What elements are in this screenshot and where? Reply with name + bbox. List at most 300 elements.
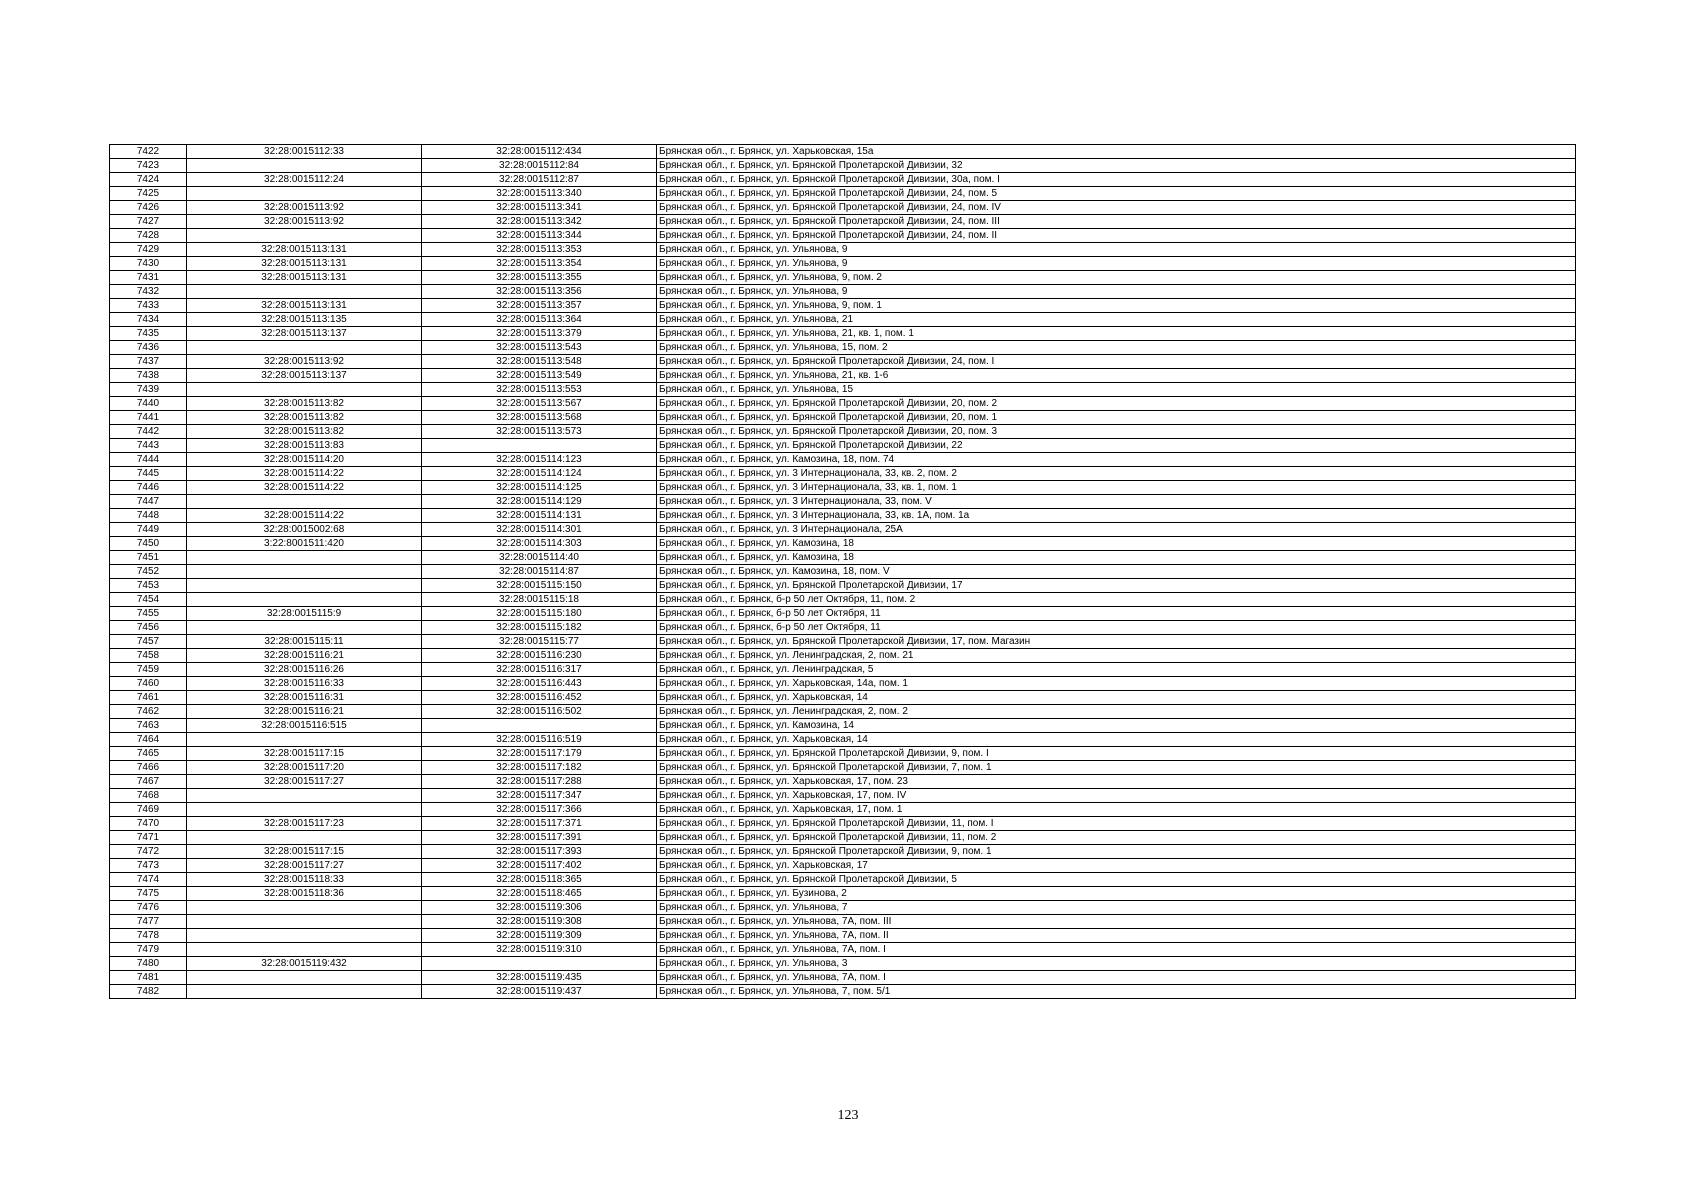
table-row [110, 537, 1576, 551]
table-row [110, 397, 1576, 411]
parent-cadastral-number-cell [187, 551, 422, 565]
cadastral-number-cell: 32:28:0015119:310 [422, 943, 657, 957]
table-row [110, 341, 1576, 355]
address-cell: Брянская обл., г. Брянск, ул. Харьковская, 17 [657, 859, 1576, 873]
parent-cadastral-number-cell: 32:28:0015113:137 [187, 327, 422, 341]
table-row [110, 733, 1576, 747]
table-row [110, 453, 1576, 467]
row-number-cell: 7457 [110, 635, 187, 649]
address-cell: Брянская обл., г. Брянск, ул. Харьковская, 14а, пом. 1 [657, 677, 1576, 691]
row-number-cell: 7480 [110, 957, 187, 971]
address-cell: Брянская обл., г. Брянск, ул. Брянской Пролетарской Дивизии, 9, пом. 1 [657, 845, 1576, 859]
row-number-cell: 7452 [110, 565, 187, 579]
address-cell: Брянская обл., г. Брянск, ул. 3 Интернационала, 33, кв. 1А, пом. 1а [657, 509, 1576, 523]
row-number-cell: 7439 [110, 383, 187, 397]
parent-cadastral-number-cell [187, 929, 422, 943]
cadastral-number-cell: 32:28:0015116:452 [422, 691, 657, 705]
table-row [110, 705, 1576, 719]
cadastral-number-cell: 32:28:0015117:371 [422, 817, 657, 831]
cadastral-number-cell: 32:28:0015113:355 [422, 271, 657, 285]
cadastral-number-cell: 32:28:0015119:306 [422, 901, 657, 915]
row-number-cell: 7443 [110, 439, 187, 453]
parent-cadastral-number-cell: 32:28:0015113:135 [187, 313, 422, 327]
parent-cadastral-number-cell: 32:28:0015112:24 [187, 173, 422, 187]
row-number-cell: 7478 [110, 929, 187, 943]
table-row [110, 579, 1576, 593]
parent-cadastral-number-cell [187, 187, 422, 201]
address-cell: Брянская обл., г. Брянск, ул. Ульянова, 3 [657, 957, 1576, 971]
table-row [110, 523, 1576, 537]
cadastral-number-cell: 32:28:0015119:435 [422, 971, 657, 985]
row-number-cell: 7449 [110, 523, 187, 537]
address-cell: Брянская обл., г. Брянск, ул. Брянской Пролетарской Дивизии, 30а, пом. I [657, 173, 1576, 187]
cadastral-number-cell: 32:28:0015113:364 [422, 313, 657, 327]
row-number-cell: 7431 [110, 271, 187, 285]
row-number-cell: 7422 [110, 145, 187, 159]
cadastral-number-cell: 32:28:0015116:443 [422, 677, 657, 691]
cadastral-number-cell: 32:28:0015112:434 [422, 145, 657, 159]
parent-cadastral-number-cell [187, 229, 422, 243]
row-number-cell: 7459 [110, 663, 187, 677]
table-row [110, 621, 1576, 635]
address-cell: Брянская обл., г. Брянск, ул. Харьковская, 17, пом. 23 [657, 775, 1576, 789]
cadastral-number-cell: 32:28:0015113:548 [422, 355, 657, 369]
address-cell: Брянская обл., г. Брянск, ул. Ульянова, 7А, пом. III [657, 915, 1576, 929]
parent-cadastral-number-cell [187, 579, 422, 593]
parent-cadastral-number-cell: 32:28:0015117:27 [187, 859, 422, 873]
address-cell: Брянская обл., г. Брянск, ул. Камозина, 14 [657, 719, 1576, 733]
parent-cadastral-number-cell [187, 985, 422, 999]
cadastral-number-cell: 32:28:0015114:125 [422, 481, 657, 495]
table-row [110, 565, 1576, 579]
table-row [110, 145, 1576, 159]
row-number-cell: 7481 [110, 971, 187, 985]
cadastral-number-cell: 32:28:0015113:553 [422, 383, 657, 397]
parent-cadastral-number-cell: 32:28:0015113:82 [187, 411, 422, 425]
table-row [110, 313, 1576, 327]
row-number-cell: 7469 [110, 803, 187, 817]
cadastral-number-cell: 32:28:0015113:356 [422, 285, 657, 299]
address-cell: Брянская обл., г. Брянск, ул. Брянской Пролетарской Дивизии, 24, пом. IV [657, 201, 1576, 215]
table-row [110, 873, 1576, 887]
parent-cadastral-number-cell: 32:28:0015113:92 [187, 355, 422, 369]
parent-cadastral-number-cell [187, 831, 422, 845]
page-number: 123 [837, 1108, 859, 1123]
cadastral-number-cell: 32:28:0015112:84 [422, 159, 657, 173]
parent-cadastral-number-cell: 3:22:8001511:420 [187, 537, 422, 551]
cadastral-number-cell: 32:28:0015119:437 [422, 985, 657, 999]
parent-cadastral-number-cell: 32:28:0015113:82 [187, 425, 422, 439]
parent-cadastral-number-cell [187, 971, 422, 985]
address-cell: Брянская обл., г. Брянск, ул. Ульянова, 7 [657, 901, 1576, 915]
parent-cadastral-number-cell: 32:28:0015116:515 [187, 719, 422, 733]
address-cell: Брянская обл., г. Брянск, ул. Ульянова, 9, пом. 2 [657, 271, 1576, 285]
cadastral-number-cell: 32:28:0015113:357 [422, 299, 657, 313]
parent-cadastral-number-cell: 32:28:0015114:22 [187, 509, 422, 523]
address-cell: Брянская обл., г. Брянск, ул. Ульянова, 21, кв. 1, пом. 1 [657, 327, 1576, 341]
row-number-cell: 7429 [110, 243, 187, 257]
cadastral-number-cell: 32:28:0015117:393 [422, 845, 657, 859]
parent-cadastral-number-cell [187, 803, 422, 817]
row-number-cell: 7430 [110, 257, 187, 271]
cadastral-number-cell: 32:28:0015112:87 [422, 173, 657, 187]
cadastral-number-cell: 32:28:0015113:549 [422, 369, 657, 383]
cadastral-number-cell: 32:28:0015115:150 [422, 579, 657, 593]
table-row [110, 481, 1576, 495]
row-number-cell: 7448 [110, 509, 187, 523]
address-cell: Брянская обл., г. Брянск, ул. 3 Интернационала, 33, пом. V [657, 495, 1576, 509]
address-cell: Брянская обл., г. Брянск, ул. Харьковская, 17, пом. 1 [657, 803, 1576, 817]
row-number-cell: 7465 [110, 747, 187, 761]
cadastral-number-cell: 32:28:0015117:391 [422, 831, 657, 845]
cadastral-number-cell: 32:28:0015114:303 [422, 537, 657, 551]
table-row [110, 649, 1576, 663]
row-number-cell: 7472 [110, 845, 187, 859]
row-number-cell: 7432 [110, 285, 187, 299]
address-cell: Брянская обл., г. Брянск, ул. Камозина, 18, пом. V [657, 565, 1576, 579]
address-cell: Брянская обл., г. Брянск, ул. Ульянова, 7А, пом. I [657, 943, 1576, 957]
address-cell: Брянская обл., г. Брянск, ул. 3 Интернационала, 25А [657, 523, 1576, 537]
row-number-cell: 7424 [110, 173, 187, 187]
table-row [110, 355, 1576, 369]
cadastral-number-cell: 32:28:0015117:288 [422, 775, 657, 789]
address-cell: Брянская обл., г. Брянск, б-р 50 лет Октября, 11 [657, 621, 1576, 635]
table-row [110, 887, 1576, 901]
parent-cadastral-number-cell: 32:28:0015114:22 [187, 467, 422, 481]
cadastral-number-cell: 32:28:0015117:402 [422, 859, 657, 873]
cadastral-number-cell: 32:28:0015113:353 [422, 243, 657, 257]
parent-cadastral-number-cell [187, 621, 422, 635]
parent-cadastral-number-cell: 32:28:0015116:21 [187, 705, 422, 719]
cadastral-number-cell [422, 719, 657, 733]
address-cell: Брянская обл., г. Брянск, ул. Брянской Пролетарской Дивизии, 17, пом. Магазин [657, 635, 1576, 649]
row-number-cell: 7447 [110, 495, 187, 509]
parent-cadastral-number-cell: 32:28:0015117:15 [187, 747, 422, 761]
address-cell: Брянская обл., г. Брянск, ул. Брянской Пролетарской Дивизии, 11, пом. I [657, 817, 1576, 831]
parent-cadastral-number-cell [187, 285, 422, 299]
table-row [110, 691, 1576, 705]
row-number-cell: 7461 [110, 691, 187, 705]
parent-cadastral-number-cell: 32:28:0015115:9 [187, 607, 422, 621]
row-number-cell: 7446 [110, 481, 187, 495]
table-row [110, 509, 1576, 523]
address-cell: Брянская обл., г. Брянск, ул. Брянской Пролетарской Дивизии, 24, пом. 5 [657, 187, 1576, 201]
row-number-cell: 7442 [110, 425, 187, 439]
address-cell: Брянская обл., г. Брянск, ул. Брянской Пролетарской Дивизии, 24, пом. II [657, 229, 1576, 243]
cadastral-number-cell: 32:28:0015116:519 [422, 733, 657, 747]
row-number-cell: 7428 [110, 229, 187, 243]
row-number-cell: 7433 [110, 299, 187, 313]
cadastral-number-cell: 32:28:0015115:182 [422, 621, 657, 635]
row-number-cell: 7458 [110, 649, 187, 663]
parent-cadastral-number-cell [187, 915, 422, 929]
cadastral-number-cell: 32:28:0015113:344 [422, 229, 657, 243]
address-cell: Брянская обл., г. Брянск, ул. Ульянова, 15, пом. 2 [657, 341, 1576, 355]
table-row [110, 215, 1576, 229]
parent-cadastral-number-cell: 32:28:0015116:31 [187, 691, 422, 705]
table-row [110, 901, 1576, 915]
parent-cadastral-number-cell: 32:28:0015118:36 [187, 887, 422, 901]
row-number-cell: 7476 [110, 901, 187, 915]
row-number-cell: 7445 [110, 467, 187, 481]
row-number-cell: 7466 [110, 761, 187, 775]
row-number-cell: 7477 [110, 915, 187, 929]
table-row [110, 929, 1576, 943]
table-row [110, 173, 1576, 187]
cadastral-number-cell: 32:28:0015119:308 [422, 915, 657, 929]
address-cell: Брянская обл., г. Брянск, ул. Ульянова, 15 [657, 383, 1576, 397]
cadastral-number-cell: 32:28:0015113:379 [422, 327, 657, 341]
row-number-cell: 7444 [110, 453, 187, 467]
address-cell: Брянская обл., г. Брянск, ул. Брянской Пролетарской Дивизии, 32 [657, 159, 1576, 173]
cadastral-number-cell: 32:28:0015117:347 [422, 789, 657, 803]
cadastral-number-cell: 32:28:0015117:366 [422, 803, 657, 817]
address-cell: Брянская обл., г. Брянск, ул. Брянской Пролетарской Дивизии, 24, пом. III [657, 215, 1576, 229]
table-row [110, 299, 1576, 313]
parent-cadastral-number-cell [187, 383, 422, 397]
parent-cadastral-number-cell: 32:28:0015002:68 [187, 523, 422, 537]
parent-cadastral-number-cell: 32:28:0015117:15 [187, 845, 422, 859]
table-row [110, 663, 1576, 677]
cadastral-number-cell: 32:28:0015113:340 [422, 187, 657, 201]
cadastral-number-cell: 32:28:0015116:230 [422, 649, 657, 663]
parent-cadastral-number-cell [187, 341, 422, 355]
registry-table-body [110, 145, 1576, 999]
cadastral-number-cell: 32:28:0015118:365 [422, 873, 657, 887]
row-number-cell: 7423 [110, 159, 187, 173]
parent-cadastral-number-cell: 32:28:0015113:83 [187, 439, 422, 453]
address-cell: Брянская обл., г. Брянск, ул. Ульянова, 7А, пом. II [657, 929, 1576, 943]
address-cell: Брянская обл., г. Брянск, ул. Брянской Пролетарской Дивизии, 20, пом. 3 [657, 425, 1576, 439]
address-cell: Брянская обл., г. Брянск, ул. Ульянова, 9 [657, 243, 1576, 257]
cadastral-number-cell: 32:28:0015113:568 [422, 411, 657, 425]
row-number-cell: 7482 [110, 985, 187, 999]
parent-cadastral-number-cell: 32:28:0015113:92 [187, 215, 422, 229]
table-row [110, 327, 1576, 341]
row-number-cell: 7471 [110, 831, 187, 845]
address-cell: Брянская обл., г. Брянск, ул. Брянской Пролетарской Дивизии, 17 [657, 579, 1576, 593]
parent-cadastral-number-cell: 32:28:0015117:23 [187, 817, 422, 831]
parent-cadastral-number-cell [187, 901, 422, 915]
cadastral-number-cell: 32:28:0015113:341 [422, 201, 657, 215]
address-cell: Брянская обл., г. Брянск, ул. Ульянова, 7А, пом. I [657, 971, 1576, 985]
table-row [110, 243, 1576, 257]
row-number-cell: 7479 [110, 943, 187, 957]
cadastral-number-cell: 32:28:0015115:77 [422, 635, 657, 649]
table-row [110, 159, 1576, 173]
address-cell: Брянская обл., г. Брянск, б-р 50 лет Октября, 11 [657, 607, 1576, 621]
table-row [110, 761, 1576, 775]
table-row [110, 747, 1576, 761]
address-cell: Брянская обл., г. Брянск, ул. Брянской Пролетарской Дивизии, 20, пом. 2 [657, 397, 1576, 411]
table-row [110, 635, 1576, 649]
row-number-cell: 7460 [110, 677, 187, 691]
cadastral-number-cell: 32:28:0015116:317 [422, 663, 657, 677]
row-number-cell: 7463 [110, 719, 187, 733]
address-cell: Брянская обл., г. Брянск, б-р 50 лет Октября, 11, пом. 2 [657, 593, 1576, 607]
parent-cadastral-number-cell [187, 565, 422, 579]
parent-cadastral-number-cell: 32:28:0015113:131 [187, 299, 422, 313]
table-row [110, 271, 1576, 285]
parent-cadastral-number-cell [187, 943, 422, 957]
cadastral-number-cell: 32:28:0015115:180 [422, 607, 657, 621]
address-cell: Брянская обл., г. Брянск, ул. Камозина, 18 [657, 537, 1576, 551]
cadastral-number-cell: 32:28:0015117:182 [422, 761, 657, 775]
table-row [110, 831, 1576, 845]
parent-cadastral-number-cell [187, 593, 422, 607]
row-number-cell: 7451 [110, 551, 187, 565]
parent-cadastral-number-cell: 32:28:0015116:21 [187, 649, 422, 663]
cadastral-number-cell: 32:28:0015114:131 [422, 509, 657, 523]
table-row [110, 985, 1576, 999]
row-number-cell: 7454 [110, 593, 187, 607]
address-cell: Брянская обл., г. Брянск, ул. Брянской Пролетарской Дивизии, 20, пом. 1 [657, 411, 1576, 425]
row-number-cell: 7434 [110, 313, 187, 327]
address-cell: Брянская обл., г. Брянск, ул. 3 Интернационала, 33, кв. 1, пом. 1 [657, 481, 1576, 495]
table-row [110, 439, 1576, 453]
cadastral-number-cell: 32:28:0015113:573 [422, 425, 657, 439]
row-number-cell: 7437 [110, 355, 187, 369]
parent-cadastral-number-cell: 32:28:0015114:22 [187, 481, 422, 495]
table-row [110, 957, 1576, 971]
address-cell: Брянская обл., г. Брянск, ул. Харьковская, 15а [657, 145, 1576, 159]
cadastral-number-cell: 32:28:0015115:18 [422, 593, 657, 607]
row-number-cell: 7462 [110, 705, 187, 719]
cadastral-number-cell: 32:28:0015114:124 [422, 467, 657, 481]
cadastral-number-cell [422, 439, 657, 453]
cadastral-number-cell: 32:28:0015113:354 [422, 257, 657, 271]
address-cell: Брянская обл., г. Брянск, ул. Ульянова, 9 [657, 257, 1576, 271]
row-number-cell: 7426 [110, 201, 187, 215]
row-number-cell: 7450 [110, 537, 187, 551]
address-cell: Брянская обл., г. Брянск, ул. 3 Интернационала, 33, кв. 2, пом. 2 [657, 467, 1576, 481]
row-number-cell: 7441 [110, 411, 187, 425]
row-number-cell: 7453 [110, 579, 187, 593]
parent-cadastral-number-cell: 32:28:0015117:27 [187, 775, 422, 789]
table-row [110, 495, 1576, 509]
address-cell: Брянская обл., г. Брянск, ул. Харьковская, 14 [657, 733, 1576, 747]
row-number-cell: 7435 [110, 327, 187, 341]
table-row [110, 411, 1576, 425]
address-cell: Брянская обл., г. Брянск, ул. Бузинова, 2 [657, 887, 1576, 901]
table-row [110, 285, 1576, 299]
cadastral-number-cell: 32:28:0015119:309 [422, 929, 657, 943]
parent-cadastral-number-cell: 32:28:0015113:92 [187, 201, 422, 215]
parent-cadastral-number-cell [187, 733, 422, 747]
table-row [110, 719, 1576, 733]
table-row [110, 551, 1576, 565]
parent-cadastral-number-cell: 32:28:0015118:33 [187, 873, 422, 887]
cadastral-number-cell: 32:28:0015114:123 [422, 453, 657, 467]
table-row [110, 467, 1576, 481]
address-cell: Брянская обл., г. Брянск, ул. Ленинградская, 5 [657, 663, 1576, 677]
address-cell: Брянская обл., г. Брянск, ул. Ульянова, 9 [657, 285, 1576, 299]
table-row [110, 859, 1576, 873]
address-cell: Брянская обл., г. Брянск, ул. Харьковская, 14 [657, 691, 1576, 705]
address-cell: Брянская обл., г. Брянск, ул. Брянской Пролетарской Дивизии, 7, пом. 1 [657, 761, 1576, 775]
parent-cadastral-number-cell: 32:28:0015113:82 [187, 397, 422, 411]
address-cell: Брянская обл., г. Брянск, ул. Камозина, 18, пом. 74 [657, 453, 1576, 467]
address-cell: Брянская обл., г. Брянск, ул. Харьковская, 17, пом. IV [657, 789, 1576, 803]
table-row [110, 775, 1576, 789]
cadastral-number-cell: 32:28:0015114:129 [422, 495, 657, 509]
row-number-cell: 7456 [110, 621, 187, 635]
row-number-cell: 7440 [110, 397, 187, 411]
table-row [110, 943, 1576, 957]
cadastral-number-cell [422, 957, 657, 971]
row-number-cell: 7455 [110, 607, 187, 621]
cadastral-number-cell: 32:28:0015114:40 [422, 551, 657, 565]
cadastral-number-cell: 32:28:0015113:567 [422, 397, 657, 411]
row-number-cell: 7427 [110, 215, 187, 229]
table-row [110, 229, 1576, 243]
table-row [110, 677, 1576, 691]
parent-cadastral-number-cell: 32:28:0015115:11 [187, 635, 422, 649]
parent-cadastral-number-cell [187, 789, 422, 803]
parent-cadastral-number-cell [187, 495, 422, 509]
row-number-cell: 7467 [110, 775, 187, 789]
address-cell: Брянская обл., г. Брянск, ул. Ульянова, 21, кв. 1-6 [657, 369, 1576, 383]
cadastral-number-cell: 32:28:0015113:543 [422, 341, 657, 355]
table-row [110, 257, 1576, 271]
row-number-cell: 7475 [110, 887, 187, 901]
address-cell: Брянская обл., г. Брянск, ул. Ульянова, 7, пом. 5/1 [657, 985, 1576, 999]
parent-cadastral-number-cell: 32:28:0015116:26 [187, 663, 422, 677]
address-cell: Брянская обл., г. Брянск, ул. Ульянова, 21 [657, 313, 1576, 327]
table-row [110, 845, 1576, 859]
row-number-cell: 7436 [110, 341, 187, 355]
cadastral-number-cell: 32:28:0015114:87 [422, 565, 657, 579]
address-cell: Брянская обл., г. Брянск, ул. Ленинградская, 2, пом. 21 [657, 649, 1576, 663]
row-number-cell: 7438 [110, 369, 187, 383]
table-row [110, 201, 1576, 215]
table-row [110, 915, 1576, 929]
parent-cadastral-number-cell: 32:28:0015114:20 [187, 453, 422, 467]
table-row [110, 383, 1576, 397]
address-cell: Брянская обл., г. Брянск, ул. Брянской Пролетарской Дивизии, 9, пом. I [657, 747, 1576, 761]
parent-cadastral-number-cell [187, 159, 422, 173]
address-cell: Брянская обл., г. Брянск, ул. Камозина, 18 [657, 551, 1576, 565]
row-number-cell: 7474 [110, 873, 187, 887]
address-cell: Брянская обл., г. Брянск, ул. Брянской Пролетарской Дивизии, 5 [657, 873, 1576, 887]
parent-cadastral-number-cell: 32:28:0015113:137 [187, 369, 422, 383]
cadastral-number-cell: 32:28:0015116:502 [422, 705, 657, 719]
table-row [110, 187, 1576, 201]
address-cell: Брянская обл., г. Брянск, ул. Брянской Пролетарской Дивизии, 22 [657, 439, 1576, 453]
parent-cadastral-number-cell: 32:28:0015117:20 [187, 761, 422, 775]
cadastral-number-cell: 32:28:0015118:465 [422, 887, 657, 901]
parent-cadastral-number-cell: 32:28:0015112:33 [187, 145, 422, 159]
table-row [110, 369, 1576, 383]
cadastral-number-cell: 32:28:0015114:301 [422, 523, 657, 537]
table-row [110, 971, 1576, 985]
parent-cadastral-number-cell: 32:28:0015116:33 [187, 677, 422, 691]
parent-cadastral-number-cell: 32:28:0015119:432 [187, 957, 422, 971]
row-number-cell: 7425 [110, 187, 187, 201]
row-number-cell: 7464 [110, 733, 187, 747]
address-cell: Брянская обл., г. Брянск, ул. Ленинградская, 2, пом. 2 [657, 705, 1576, 719]
row-number-cell: 7468 [110, 789, 187, 803]
table-row [110, 425, 1576, 439]
row-number-cell: 7470 [110, 817, 187, 831]
row-number-cell: 7473 [110, 859, 187, 873]
table-row [110, 817, 1576, 831]
cadastral-number-cell: 32:28:0015117:179 [422, 747, 657, 761]
table-row [110, 607, 1576, 621]
parent-cadastral-number-cell: 32:28:0015113:131 [187, 257, 422, 271]
address-cell: Брянская обл., г. Брянск, ул. Ульянова, 9, пом. 1 [657, 299, 1576, 313]
cadastral-number-cell: 32:28:0015113:342 [422, 215, 657, 229]
